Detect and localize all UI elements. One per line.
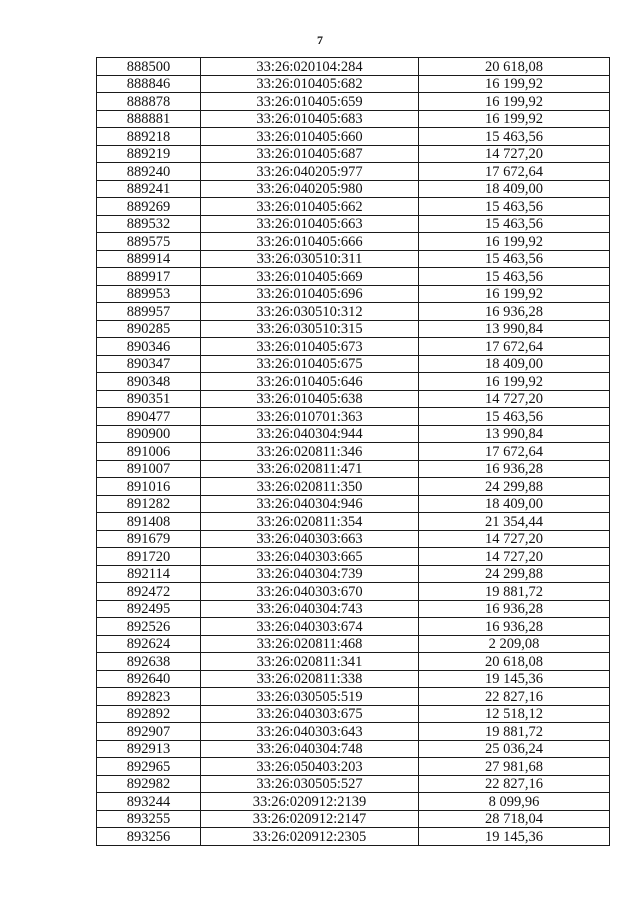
value-cell: 15 463,56	[419, 215, 610, 233]
table-row	[97, 338, 610, 356]
value-cell: 19 145,36	[419, 670, 610, 688]
table-row	[97, 723, 610, 741]
value-cell: 25 036,24	[419, 740, 610, 758]
cadastral-number-cell: 33:26:010405:673	[201, 338, 419, 356]
table-row	[97, 565, 610, 583]
cadastral-number-cell: 33:26:020811:468	[201, 635, 419, 653]
cadastral-number-cell: 33:26:010405:646	[201, 373, 419, 391]
table-row	[97, 810, 610, 828]
record-id-cell: 891007	[97, 460, 201, 478]
cadastral-number-cell: 33:26:020912:2305	[201, 828, 419, 846]
cadastral-number-cell: 33:26:010405:666	[201, 233, 419, 251]
cadastral-number-cell: 33:26:040303:665	[201, 548, 419, 566]
table-row	[97, 688, 610, 706]
value-cell: 19 881,72	[419, 583, 610, 601]
cadastral-number-cell: 33:26:030505:527	[201, 775, 419, 793]
record-id-cell: 892892	[97, 705, 201, 723]
table-row	[97, 58, 610, 76]
value-cell: 17 672,64	[419, 163, 610, 181]
value-cell: 16 936,28	[419, 600, 610, 618]
cadastral-number-cell: 33:26:020811:354	[201, 513, 419, 531]
value-cell: 18 409,00	[419, 355, 610, 373]
value-cell: 15 463,56	[419, 268, 610, 286]
record-id-cell: 892965	[97, 758, 201, 776]
record-id-cell: 891016	[97, 478, 201, 496]
cadastral-number-cell: 33:26:010405:638	[201, 390, 419, 408]
record-id-cell: 892495	[97, 600, 201, 618]
cadastral-number-cell: 33:26:040205:977	[201, 163, 419, 181]
record-id-cell: 892982	[97, 775, 201, 793]
cadastral-number-cell: 33:26:040205:980	[201, 180, 419, 198]
value-cell: 15 463,56	[419, 250, 610, 268]
table-row	[97, 548, 610, 566]
value-cell: 16 936,28	[419, 460, 610, 478]
value-cell: 17 672,64	[419, 443, 610, 461]
registry-table	[96, 57, 610, 846]
table-row	[97, 408, 610, 426]
record-id-cell: 893244	[97, 793, 201, 811]
record-id-cell: 888881	[97, 110, 201, 128]
value-cell: 16 199,92	[419, 233, 610, 251]
record-id-cell: 889917	[97, 268, 201, 286]
cadastral-number-cell: 33:26:010405:687	[201, 145, 419, 163]
table-row	[97, 758, 610, 776]
table-row	[97, 583, 610, 601]
table-row	[97, 93, 610, 111]
value-cell: 15 463,56	[419, 128, 610, 146]
table-row	[97, 828, 610, 846]
value-cell: 16 199,92	[419, 75, 610, 93]
table-row	[97, 303, 610, 321]
cadastral-number-cell: 33:26:010405:675	[201, 355, 419, 373]
cadastral-number-cell: 33:26:040304:739	[201, 565, 419, 583]
table-row	[97, 110, 610, 128]
record-id-cell: 890346	[97, 338, 201, 356]
value-cell: 22 827,16	[419, 688, 610, 706]
cadastral-number-cell: 33:26:020811:350	[201, 478, 419, 496]
value-cell: 13 990,84	[419, 320, 610, 338]
table-row	[97, 145, 610, 163]
value-cell: 20 618,08	[419, 653, 610, 671]
value-cell: 28 718,04	[419, 810, 610, 828]
record-id-cell: 891408	[97, 513, 201, 531]
cadastral-number-cell: 33:26:010405:660	[201, 128, 419, 146]
cadastral-number-cell: 33:26:010701:363	[201, 408, 419, 426]
table-row	[97, 600, 610, 618]
table-row	[97, 495, 610, 513]
table-row	[97, 180, 610, 198]
value-cell: 18 409,00	[419, 495, 610, 513]
cadastral-number-cell: 33:26:020104:284	[201, 58, 419, 76]
value-cell: 24 299,88	[419, 478, 610, 496]
cadastral-number-cell: 33:26:010405:682	[201, 75, 419, 93]
record-id-cell: 890285	[97, 320, 201, 338]
value-cell: 16 199,92	[419, 93, 610, 111]
table-row	[97, 285, 610, 303]
value-cell: 27 981,68	[419, 758, 610, 776]
cadastral-number-cell: 33:26:040303:643	[201, 723, 419, 741]
cadastral-number-cell: 33:26:010405:696	[201, 285, 419, 303]
record-id-cell: 890477	[97, 408, 201, 426]
value-cell: 22 827,16	[419, 775, 610, 793]
page-number: 7	[317, 33, 323, 47]
cadastral-number-cell: 33:26:040304:743	[201, 600, 419, 618]
cadastral-number-cell: 33:26:010405:663	[201, 215, 419, 233]
record-id-cell: 890351	[97, 390, 201, 408]
value-cell: 2 209,08	[419, 635, 610, 653]
cadastral-number-cell: 33:26:040303:674	[201, 618, 419, 636]
record-id-cell: 892624	[97, 635, 201, 653]
value-cell: 16 199,92	[419, 373, 610, 391]
record-id-cell: 890347	[97, 355, 201, 373]
cadastral-number-cell: 33:26:040303:663	[201, 530, 419, 548]
table-row	[97, 320, 610, 338]
cadastral-number-cell: 33:26:020811:471	[201, 460, 419, 478]
value-cell: 16 199,92	[419, 110, 610, 128]
value-cell: 16 199,92	[419, 285, 610, 303]
cadastral-number-cell: 33:26:020912:2139	[201, 793, 419, 811]
record-id-cell: 892823	[97, 688, 201, 706]
table-row	[97, 740, 610, 758]
value-cell: 14 727,20	[419, 145, 610, 163]
record-id-cell: 888846	[97, 75, 201, 93]
value-cell: 14 727,20	[419, 530, 610, 548]
table-row	[97, 460, 610, 478]
record-id-cell: 892114	[97, 565, 201, 583]
value-cell: 14 727,20	[419, 548, 610, 566]
cadastral-number-cell: 33:26:040304:944	[201, 425, 419, 443]
record-id-cell: 889532	[97, 215, 201, 233]
table-row	[97, 513, 610, 531]
value-cell: 24 299,88	[419, 565, 610, 583]
value-cell: 16 936,28	[419, 618, 610, 636]
value-cell: 15 463,56	[419, 198, 610, 216]
table-row	[97, 355, 610, 373]
value-cell: 18 409,00	[419, 180, 610, 198]
table-row	[97, 670, 610, 688]
value-cell: 14 727,20	[419, 390, 610, 408]
registry-table-body	[97, 58, 610, 846]
table-row	[97, 75, 610, 93]
table-row	[97, 128, 610, 146]
table-row	[97, 425, 610, 443]
table-row	[97, 373, 610, 391]
value-cell: 21 354,44	[419, 513, 610, 531]
value-cell: 17 672,64	[419, 338, 610, 356]
record-id-cell: 892640	[97, 670, 201, 688]
record-id-cell: 889269	[97, 198, 201, 216]
table-row	[97, 390, 610, 408]
table-row	[97, 478, 610, 496]
record-id-cell: 892913	[97, 740, 201, 758]
record-id-cell: 888878	[97, 93, 201, 111]
record-id-cell: 889575	[97, 233, 201, 251]
cadastral-number-cell: 33:26:020912:2147	[201, 810, 419, 828]
cadastral-number-cell: 33:26:040303:675	[201, 705, 419, 723]
table-row	[97, 443, 610, 461]
record-id-cell: 892526	[97, 618, 201, 636]
cadastral-number-cell: 33:26:040304:748	[201, 740, 419, 758]
cadastral-number-cell: 33:26:020811:341	[201, 653, 419, 671]
record-id-cell: 891282	[97, 495, 201, 513]
record-id-cell: 890900	[97, 425, 201, 443]
cadastral-number-cell: 33:26:040304:946	[201, 495, 419, 513]
record-id-cell: 891006	[97, 443, 201, 461]
cadastral-number-cell: 33:26:010405:659	[201, 93, 419, 111]
cadastral-number-cell: 33:26:030505:519	[201, 688, 419, 706]
value-cell: 20 618,08	[419, 58, 610, 76]
table-row	[97, 215, 610, 233]
cadastral-number-cell: 33:26:030510:312	[201, 303, 419, 321]
table-row	[97, 268, 610, 286]
record-id-cell: 892907	[97, 723, 201, 741]
table-row	[97, 618, 610, 636]
cadastral-number-cell: 33:26:030510:311	[201, 250, 419, 268]
value-cell: 8 099,96	[419, 793, 610, 811]
record-id-cell: 892472	[97, 583, 201, 601]
record-id-cell: 889219	[97, 145, 201, 163]
record-id-cell: 892638	[97, 653, 201, 671]
value-cell: 19 145,36	[419, 828, 610, 846]
table-row	[97, 163, 610, 181]
record-id-cell: 893256	[97, 828, 201, 846]
cadastral-number-cell: 33:26:020811:338	[201, 670, 419, 688]
record-id-cell: 889241	[97, 180, 201, 198]
record-id-cell: 891720	[97, 548, 201, 566]
record-id-cell: 889953	[97, 285, 201, 303]
record-id-cell: 888500	[97, 58, 201, 76]
table-row	[97, 530, 610, 548]
table-row	[97, 793, 610, 811]
table-row	[97, 705, 610, 723]
record-id-cell: 889914	[97, 250, 201, 268]
record-id-cell: 893255	[97, 810, 201, 828]
table-row	[97, 775, 610, 793]
cadastral-number-cell: 33:26:040303:670	[201, 583, 419, 601]
record-id-cell: 890348	[97, 373, 201, 391]
table-row	[97, 653, 610, 671]
cadastral-number-cell: 33:26:010405:669	[201, 268, 419, 286]
record-id-cell: 889240	[97, 163, 201, 181]
value-cell: 19 881,72	[419, 723, 610, 741]
cadastral-number-cell: 33:26:030510:315	[201, 320, 419, 338]
cadastral-number-cell: 33:26:020811:346	[201, 443, 419, 461]
value-cell: 12 518,12	[419, 705, 610, 723]
table-row	[97, 635, 610, 653]
table-row	[97, 250, 610, 268]
cadastral-number-cell: 33:26:010405:683	[201, 110, 419, 128]
table-row	[97, 233, 610, 251]
cadastral-number-cell: 33:26:010405:662	[201, 198, 419, 216]
record-id-cell: 889957	[97, 303, 201, 321]
cadastral-number-cell: 33:26:050403:203	[201, 758, 419, 776]
table-row	[97, 198, 610, 216]
value-cell: 15 463,56	[419, 408, 610, 426]
record-id-cell: 889218	[97, 128, 201, 146]
value-cell: 13 990,84	[419, 425, 610, 443]
record-id-cell: 891679	[97, 530, 201, 548]
value-cell: 16 936,28	[419, 303, 610, 321]
